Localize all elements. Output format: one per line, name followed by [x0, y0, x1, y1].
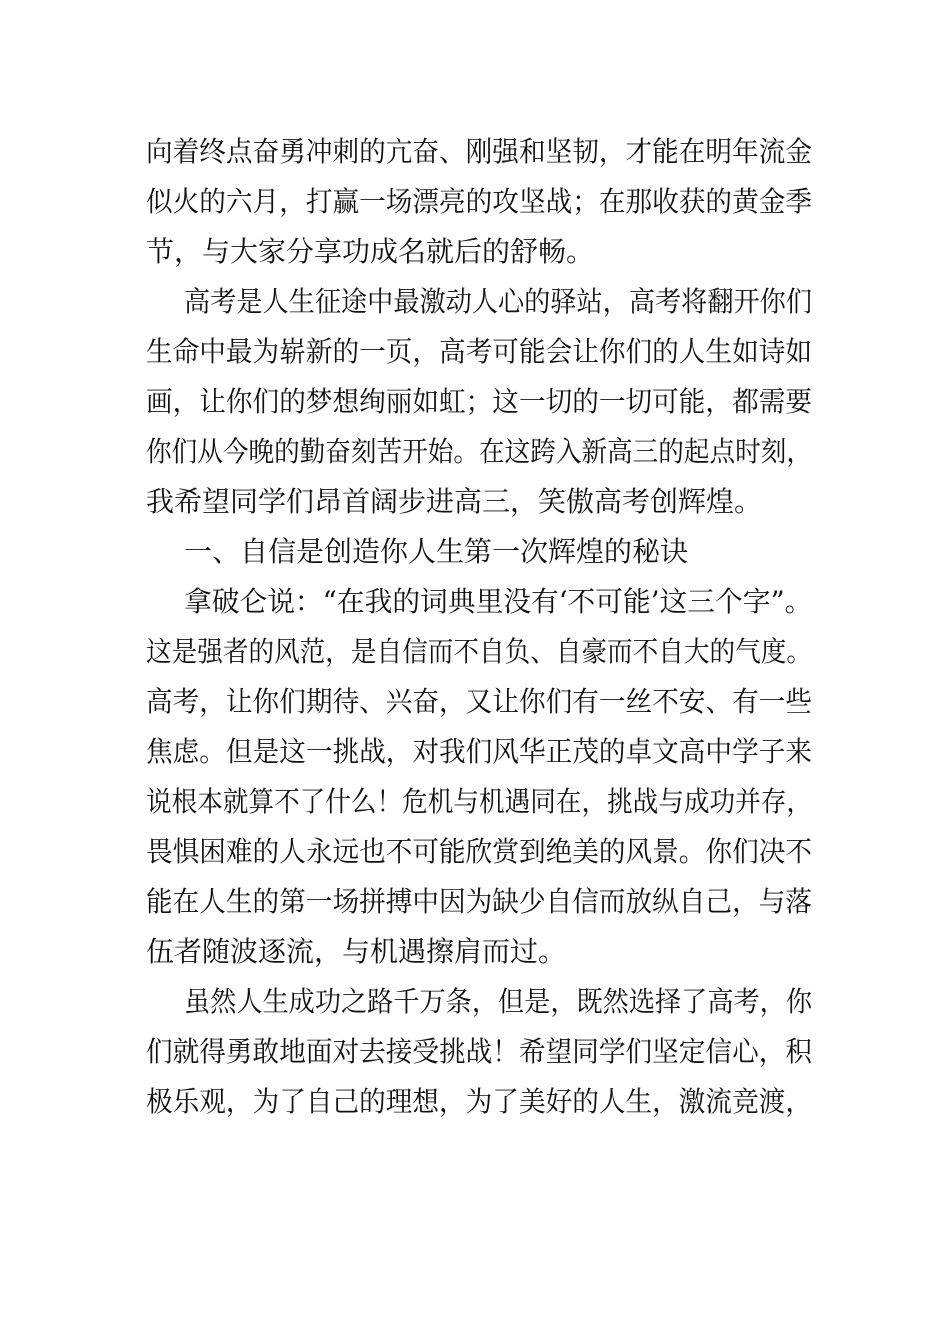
text-line: 虽然人生成功之路千万条，但是，既然选择了高考，你 — [184, 985, 812, 1018]
text-line: 畏惧困难的人永远也不可能欣赏到绝美的风景。你们决不 — [146, 835, 812, 868]
text-line: 这是强者的风范，是自信而不自负、自豪而不自大的气度。 — [146, 635, 812, 668]
text-line: 极乐观，为了自己的理想，为了美好的人生，激流竞渡， — [146, 1085, 812, 1118]
text-line: 高考，让你们期待、兴奋，又让你们有一丝不安、有一些 — [146, 685, 812, 718]
text-line: 能在人生的第一场拼搏中因为缺少自信而放纵自己，与落 — [146, 885, 812, 918]
text-line: 伍者随波逐流，与机遇擦肩而过。 — [146, 935, 567, 968]
text-line: 似火的六月，打赢一场漂亮的攻坚战；在那收获的黄金季 — [146, 185, 812, 218]
text-line: 们就得勇敢地面对去接受挑战！希望同学们坚定信心，积 — [146, 1035, 812, 1068]
text-line: 拿破仑说：“在我的词典里没有‘不可能’这三个字”。 — [184, 585, 813, 618]
text-line: 你们从今晚的勤奋刻苦开始。在这跨入新高三的起点时刻， — [146, 435, 812, 468]
text-line: 画，让你们的梦想绚丽如虹；这一切的一切可能，都需要 — [146, 385, 812, 418]
text-line: 向着终点奋勇冲刺的亢奋、刚强和坚韧，才能在明年流金 — [146, 135, 812, 168]
text-line: 我希望同学们昂首阔步进高三，笑傲高考创辉煌。 — [146, 485, 763, 518]
section-heading: 一、自信是创造你人生第一次辉煌的秘诀 — [184, 535, 689, 568]
text-line: 生命中最为崭新的一页，高考可能会让你们的人生如诗如 — [146, 335, 812, 368]
text-line: 节，与大家分享功成名就后的舒畅。 — [146, 235, 595, 268]
text-line: 焦虑。但是这一挑战，对我们风华正茂的卓文高中学子来 — [146, 735, 812, 768]
text-line: 高考是人生征途中最激动人心的驿站，高考将翻开你们 — [184, 285, 812, 318]
text-line: 说根本就算不了什么！危机与机遇同在，挑战与成功并存， — [146, 785, 812, 818]
